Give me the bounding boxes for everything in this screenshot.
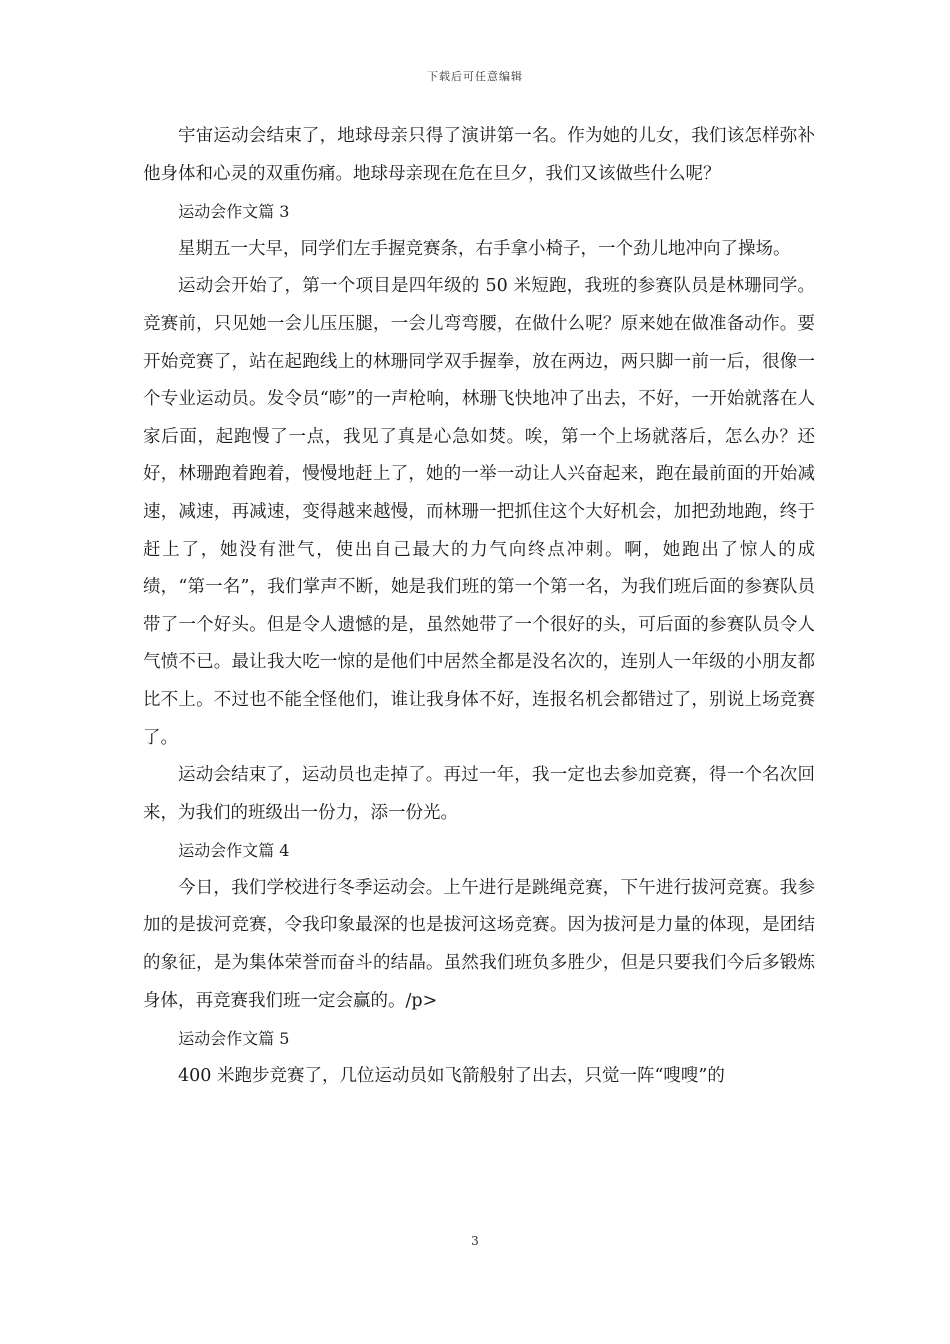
section-heading: 运动会作文篇 5	[178, 1029, 290, 1049]
page-number: 3	[471, 1234, 479, 1248]
document-body	[143, 118, 815, 1095]
section-heading: 运动会作文篇 4	[178, 841, 290, 861]
page-header: 下载后可任意编辑	[427, 70, 523, 83]
paragraph-body: 宇宙运动会结束了，地球母亲只得了演讲第一名。作为她的儿女，我们该怎样弥补他身体和心灵的双重伤痛。地球母亲现在危在旦夕，我们又该做些什么呢？	[143, 126, 815, 184]
paragraph-body: 今日，我们学校进行冬季运动会。上午进行是跳绳竞赛，下午进行拔河竞赛。我参加的是拔河竞赛，令我印象最深的也是拔河这场竞赛。因为拔河是力量的体现，是团结的象征，是为集体荣誉而奋斗的结晶。虽然我们班负多胜少，但是只要我们今后多锻炼身体，再竞赛我们班一定会赢的。/p>	[143, 877, 815, 1011]
paragraph-body: 运动会开始了，第一个项目是四年级的 50 米短跑，我班的参赛队员是林珊同学。竞赛前，只见她一会儿压压腿，一会儿弯弯腰，在做什么呢？原来她在做准备动作。要开始竞赛了，站在起跑线上的林珊同学双手握拳，放在两边，两只脚一前一后，很像一个专业运动员。发令员“嘭”的一声枪响，林珊飞快地冲了出去，不好，一开始就落在人家后面，起跑慢了一点，我见了真是心急如焚。唉，第一个上场就落后，怎么办？还好，林珊跑着跑着，慢慢地赶上了，她的一举一动让人兴奋起来，跑在最前面的开始减速，减速，再减速，变得越来越慢，而林珊一把抓住这个大好机会，加把劲地跑，终于赶上了，她没有泄气，使出自己最大的力气向终点冲刺。啊，她跑出了惊人的成绩，“第一名”，我们掌声不断，她是我们班的第一个第一名，为我们班后面的参赛队员带了一个好头。但是令人遗憾的是，虽然她带了一个很好的头，可后面的参赛队员令人气愤不已。最让我大吃一惊的是他们中居然全都是没名次的，连别人一年级的小朋友都比不上。不过也不能全怪他们，谁让我身体不好，连报名机会都错过了，别说上场竞赛了。	[143, 276, 815, 748]
paragraph-body: 400 米跑步竞赛了，几位运动员如飞箭般射了出去，只觉一阵“嗖嗖”的	[178, 1065, 725, 1086]
paragraph-body: 运动会结束了，运动员也走掉了。再过一年，我一定也去参加竞赛，得一个名次回来，为我们的班级出一份力，添一份光。	[143, 765, 815, 823]
section-heading: 运动会作文篇 3	[178, 202, 290, 222]
paragraph-body: 星期五一大早，同学们左手握竞赛条，右手拿小椅子，一个劲儿地冲向了操场。	[178, 238, 791, 259]
